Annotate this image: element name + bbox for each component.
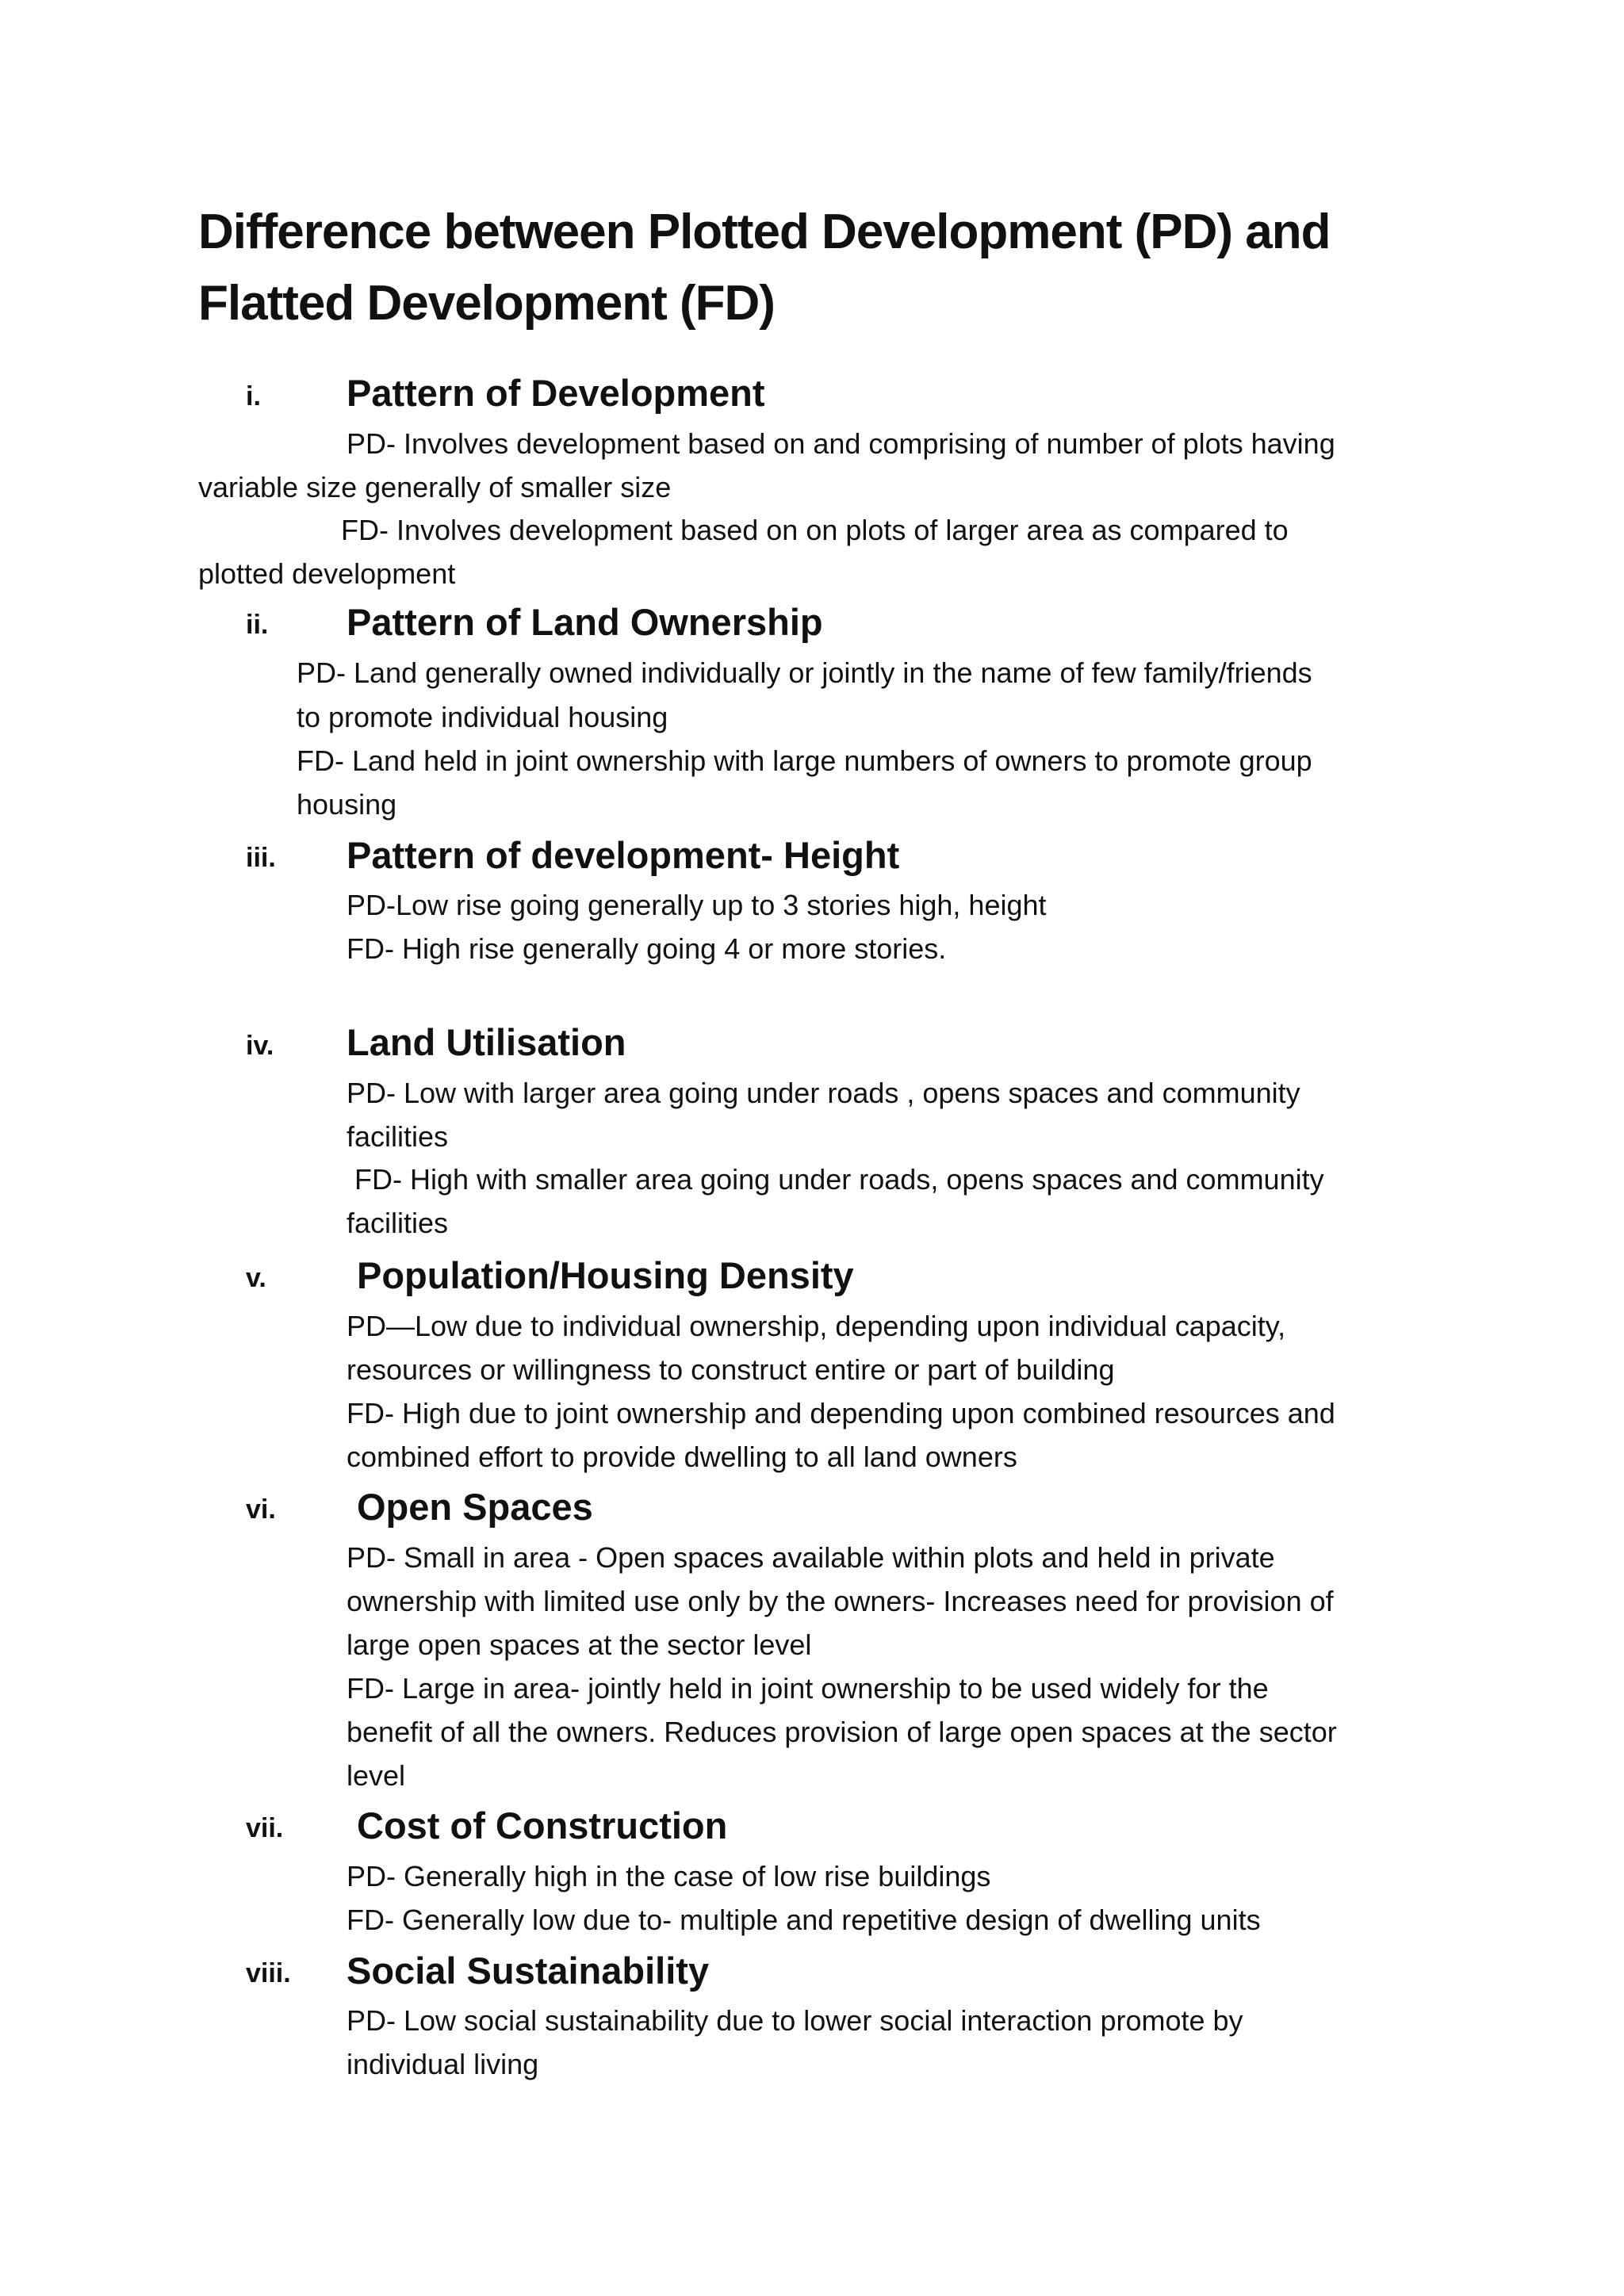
section-line: PD- Low social sustainability due to lower social interaction promote by [347, 2004, 1243, 2037]
section-line: facilities [347, 1120, 449, 1153]
document-title: Difference between Plotted Development (PD) and Flatted Development (FD) [198, 205, 1331, 331]
section-line: PD- Land generally owned individually or jointly in the name of few family/friends [297, 656, 1312, 689]
section-line: plotted development [198, 557, 456, 590]
section-heading: Population/Housing Density [357, 1254, 854, 1296]
section-line: benefit of all the owners. Reduces provision of large open spaces at the sector [347, 1716, 1337, 1748]
section-line: PD- Generally high in the case of low rise buildings [347, 1860, 991, 1892]
section-line: level [347, 1759, 406, 1792]
section-line: PD-Low rise going generally up to 3 stories high, height [347, 889, 1047, 921]
section-numeral: iv. [246, 1031, 274, 1061]
section-numeral: iii. [246, 843, 276, 873]
section-numeral: vi. [246, 1494, 276, 1525]
section-numeral: v. [246, 1263, 266, 1293]
section-line: combined effort to provide dwelling to all land owners [347, 1441, 1017, 1473]
section-line: FD- Land held in joint ownership with large numbers of owners to promote group [297, 744, 1312, 777]
section-line: resources or willingness to construct entire or part of building [347, 1353, 1115, 1386]
section-line: FD- Involves development based on on plots of larger area as compared to [341, 514, 1289, 546]
section-heading: Pattern of Development [347, 372, 765, 414]
section-line: FD- Large in area- jointly held in joint ownership to be used widely for the [347, 1672, 1269, 1705]
section-numeral: ii. [246, 610, 269, 640]
section-line: housing [297, 788, 397, 821]
section-heading: Pattern of Land Ownership [347, 601, 823, 643]
section-line: ownership with limited use only by the owners- Increases need for provision of [347, 1585, 1334, 1617]
section-heading: Cost of Construction [357, 1804, 728, 1846]
section-line: FD- High rise generally going 4 or more stories. [347, 932, 947, 965]
section-line: FD- High due to joint ownership and depending upon combined resources and [347, 1397, 1335, 1429]
section-numeral: i. [246, 381, 261, 411]
section-line: to promote individual housing [297, 701, 668, 733]
section-line: individual living [347, 2048, 539, 2080]
section-numeral: viii. [246, 1958, 291, 1988]
section-heading: Open Spaces [357, 1486, 593, 1528]
section-line: large open spaces at the sector level [347, 1628, 812, 1661]
section-line: PD—Low due to individual ownership, depending upon individual capacity, [347, 1310, 1286, 1342]
section-line: PD- Small in area - Open spaces available within plots and held in private [347, 1541, 1275, 1574]
section-numeral: vii. [246, 1813, 284, 1843]
section-line: FD- High with smaller area going under roads, opens spaces and community [354, 1163, 1324, 1196]
section-heading: Social Sustainability [347, 1950, 710, 1992]
section-line: variable size generally of smaller size [198, 471, 672, 503]
section-heading: Pattern of development- Height [347, 834, 900, 876]
section-heading: Land Utilisation [347, 1021, 626, 1063]
section-line: PD- Low with larger area going under roads , opens spaces and community [347, 1077, 1300, 1109]
section-line: facilities [347, 1207, 449, 1239]
section-line: FD- Generally low due to- multiple and repetitive design of dwelling units [347, 1904, 1261, 1936]
section-line: PD- Involves development based on and comprising of number of plots having [347, 427, 1335, 460]
